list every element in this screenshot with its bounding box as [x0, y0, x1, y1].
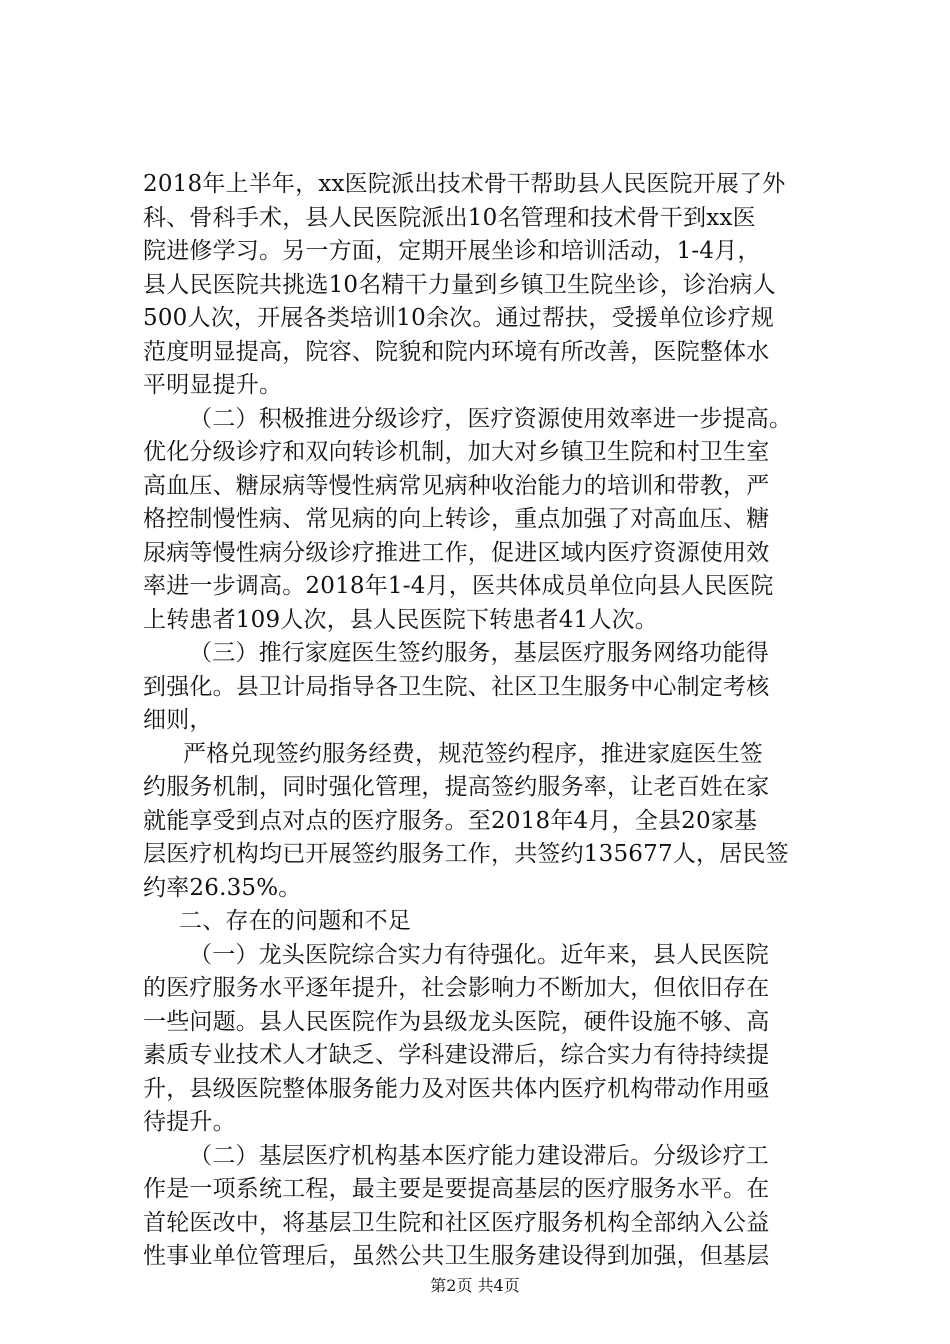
section-heading-line: （二）积极推进分级诊疗，医疗资源使用效率进一步提高。: [189, 405, 793, 432]
text-line: 升，县级医院整体服务能力及对医共体内医疗机构带动作用亟: [143, 1075, 770, 1102]
chapter-heading-line: 二、存在的问题和不足: [179, 908, 411, 934]
text-line: 上转患者109人次，县人民医院下转患者41人次。: [143, 606, 658, 633]
text-line: 约率26.35%。: [143, 874, 302, 901]
text-line: 细则，: [143, 707, 213, 733]
text-line: 素质专业技术人才缺乏、学科建设滞后，综合实力有待持续提: [143, 1042, 770, 1068]
section-heading-line: （二）基层医疗机构基本医疗能力建设滞后。分级诊疗工: [189, 1142, 769, 1169]
paragraph-start-line: 严格兑现签约服务经费，规范签约程序，推进家庭医生签: [183, 740, 763, 767]
text-line: 尿病等慢性病分级诊疗推进工作，促进区域内医疗资源使用效: [143, 539, 770, 566]
text-line: 到强化。县卫计局指导各卫生院、社区卫生服务中心制定考核: [143, 673, 770, 700]
text-line: 待提升。: [143, 1109, 236, 1135]
page-footer: [0, 1276, 950, 1296]
text-line: 高血压、糖尿病等慢性病常见病种收治能力的培训和带教，严: [143, 472, 770, 499]
text-line: 格控制慢性病、常见病的向上转诊，重点加强了对高血压、糖: [143, 506, 770, 532]
text-line: 平明显提升。: [143, 372, 283, 398]
text-line: 层医疗机构均已开展签约服务工作，共签约135677人，居民签: [143, 841, 789, 867]
text-line: 优化分级诊疗和双向转诊机制，加大对乡镇卫生院和村卫生室: [143, 439, 770, 465]
page-number-label: 第2页 共4页: [430, 1276, 520, 1295]
text-line: 范度明显提高，院容、院貌和院内环境有所改善，医院整体水: [143, 338, 770, 365]
text-line: 院进修学习。另一方面，定期开展坐诊和培训活动，1-4月，: [143, 238, 761, 264]
text-line: 就能享受到点对点的医疗服务。至2018年4月，全县20家基: [143, 807, 758, 834]
text-line: 一些问题。县人民医院作为县级龙头医院，硬件设施不够、高: [143, 1008, 770, 1035]
text-line: 首轮医改中，将基层卫生院和社区医疗服务机构全部纳入公益: [143, 1209, 770, 1236]
section-heading-line: （一）龙头医院综合实力有待强化。近年来，县人民医院: [189, 941, 769, 968]
text-line: 的医疗服务水平逐年提升，社会影响力不断加大，但依旧存在: [143, 975, 770, 1001]
text-line: 2018年上半年，xx医院派出技术骨干帮助县人民医院开展了外: [143, 171, 786, 197]
text-line: 作是一项系统工程，最主要是要提高基层的医疗服务水平。在: [143, 1176, 770, 1202]
document-page: [143, 168, 823, 1274]
text-line: 约服务机制，同时强化管理，提高签约服务率，让老百姓在家: [143, 774, 770, 800]
text-line: 性事业单位管理后，虽然公共卫生服务建设得到加强，但基层: [143, 1243, 770, 1269]
text-line: 500人次，开展各类培训10余次。通过帮扶，受援单位诊疗规: [143, 305, 774, 331]
text-line: 县人民医院共挑选10名精干力量到乡镇卫生院坐诊，诊治病人: [143, 271, 776, 298]
section-heading-line: （三）推行家庭医生签约服务，基层医疗服务网络功能得: [189, 640, 769, 666]
text-line: 科、骨科手术，县人民医院派出10名管理和技术骨干到xx医: [143, 204, 756, 231]
text-line: 率进一步调高。2018年1-4月，医共体成员单位向县人民医院: [143, 573, 774, 599]
